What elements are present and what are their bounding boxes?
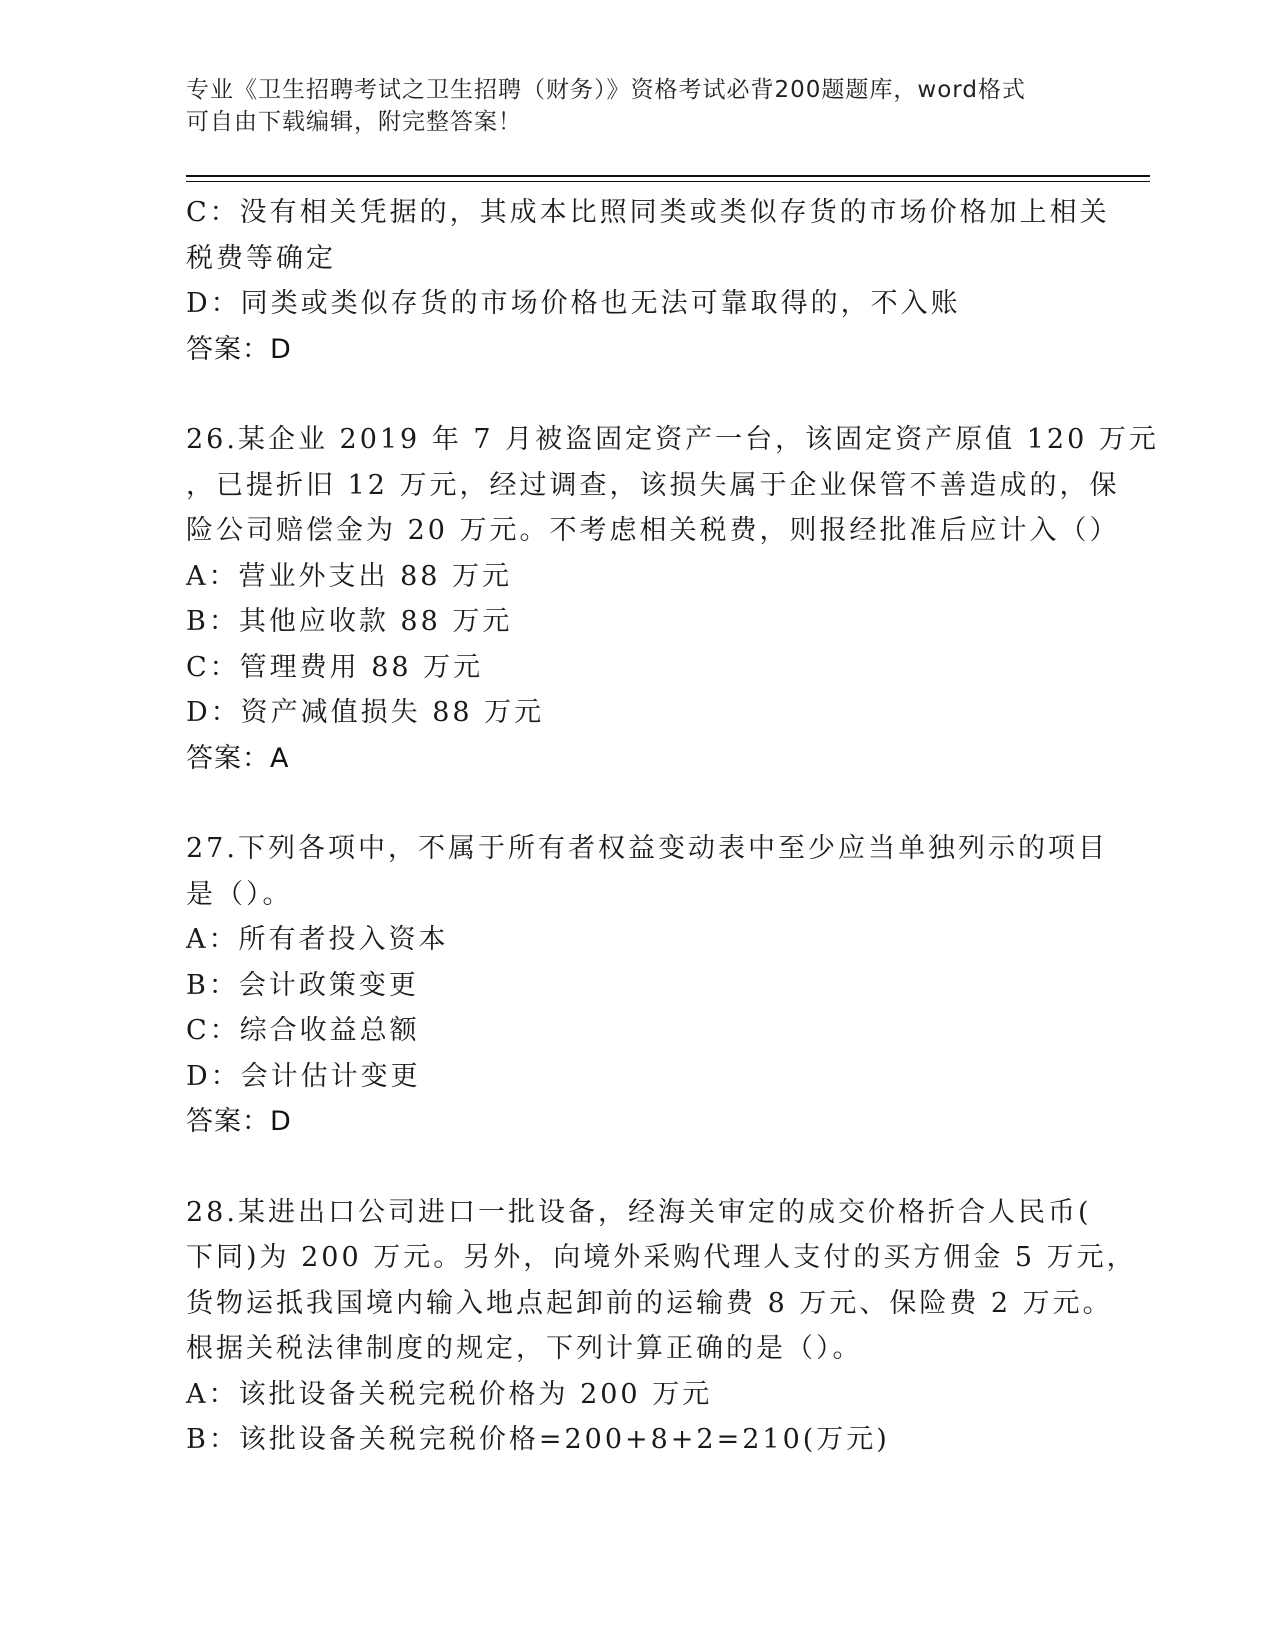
question-text-line-4: 根据关税法律制度的规定，下列计算正确的是（）。 (186, 1333, 863, 1364)
question-26 (186, 417, 1159, 781)
header-rule-thick (186, 175, 1150, 177)
question-27 (186, 826, 1108, 1145)
question-text-line-3: 货物运抵我国境内输入地点起卸前的运输费 8 万元、保险费 2 万元。 (186, 1287, 1113, 1319)
option-d: D：同类或类似存货的市场价格也无法可靠取得的，不入账 (186, 288, 961, 319)
answer: 答案：D (186, 1106, 292, 1137)
option-b: B：该批设备关税完税价格=200+8+2=210(万元) (186, 1424, 890, 1455)
option-c-line-1: C：没有相关凭据的，其成本比照同类或类似存货的市场价格加上相关 (186, 197, 1110, 228)
question-text-line-2: 是（）。 (186, 878, 293, 910)
question-text-line-1: 28.某进出口公司进口一批设备，经海关审定的成交价格折合人民币( (186, 1196, 1092, 1228)
question-25-tail (186, 190, 1110, 372)
option-d: D：资产减值损失 88 万元 (186, 697, 545, 728)
option-b: B：会计政策变更 (186, 969, 419, 1001)
question-text-line-1: 26.某企业 2019 年 7 月被盗固定资产一台，该固定资产原值 120 万元 (186, 424, 1159, 455)
question-28 (186, 1190, 1137, 1463)
spacer (186, 781, 1076, 826)
question-text-line-1: 27.下列各项中，不属于所有者权益变动表中至少应当单独列示的项目 (186, 833, 1108, 864)
option-d: D：会计估计变更 (186, 1060, 421, 1092)
header-rule-thin (186, 181, 1150, 182)
document-body (186, 190, 1159, 1463)
option-a: A：所有者投入资本 (186, 924, 449, 955)
option-b: B：其他应收款 88 万元 (186, 606, 513, 637)
option-c: C：综合收益总额 (186, 1015, 420, 1046)
answer: 答案：A (186, 742, 290, 774)
question-text-line-2: ，已提折旧 12 万元，经过调查，该损失属于企业保管不善造成的，保 (186, 469, 1120, 501)
option-a: A：营业外支出 88 万元 (186, 560, 513, 592)
spacer (186, 1145, 1076, 1190)
question-text-line-2: 下同)为 200 万元。另外，向境外采购代理人支付的买方佣金 5 万元， (186, 1242, 1137, 1273)
spacer (186, 372, 1076, 417)
question-text-line-3: 险公司赔偿金为 20 万元。不考虑相关税费，则报经批准后应计入（） (186, 515, 1120, 546)
option-c: C：管理费用 88 万元 (186, 651, 484, 683)
option-c-line-2: 税费等确定 (186, 242, 336, 274)
option-a: A：该批设备关税完税价格为 200 万元 (186, 1378, 713, 1410)
document-header (186, 74, 1066, 138)
header-line-2: 可自由下载编辑，附完整答案！ (186, 109, 522, 135)
header-line-1: 专业《卫生招聘考试之卫生招聘（财务）》资格考试必背200题题库，word格式 (186, 77, 1026, 103)
answer: 答案：D (186, 333, 292, 365)
